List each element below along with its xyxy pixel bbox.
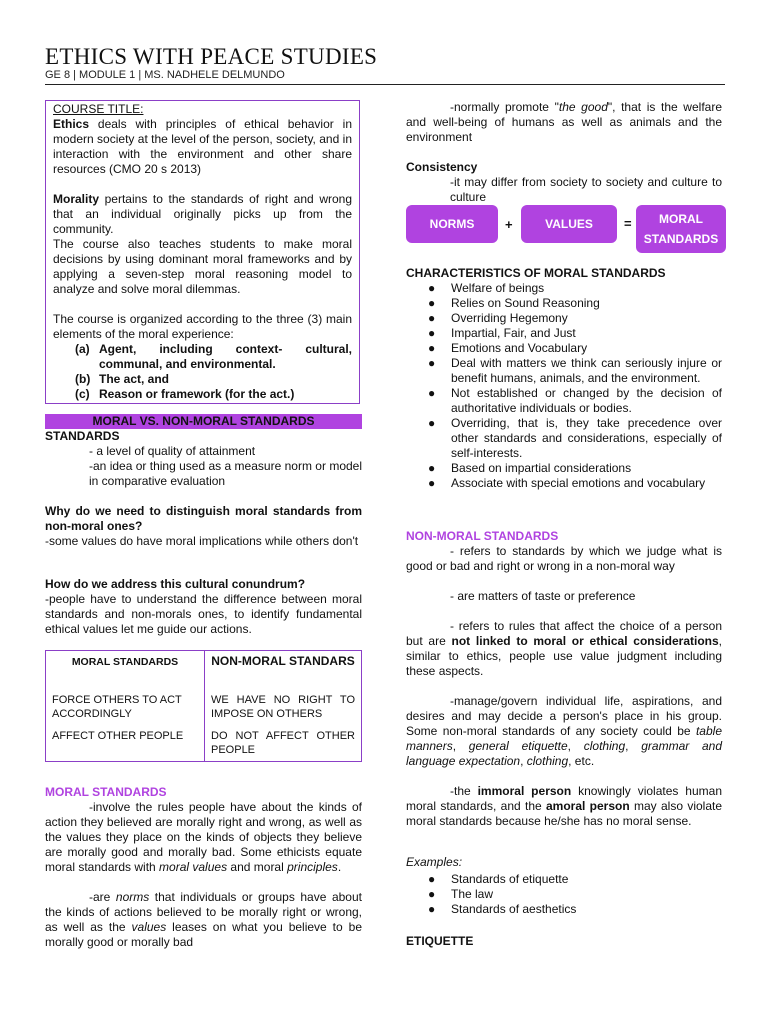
- table-cell: DO NOT AFFECT OTHER PEOPLE: [205, 729, 362, 762]
- elements-list: [53, 342, 352, 402]
- list-item: ● Welfare of beings: [428, 281, 545, 295]
- characteristics-section: [406, 266, 722, 491]
- course-organized: The course is organized according to the three (3) main elements of the moral experience:: [53, 312, 352, 341]
- table-header-moral: MORAL STANDARDS: [71, 656, 179, 668]
- moral-standards-p1: -involve the rules people have about the kinds of action they believed are morally right and wrong, as well as the values they place on the kinds of objects they believe are morally good and morally bad. Some ethicists equate moral standards with moral values and moral principles.: [45, 800, 362, 874]
- ethics-definition: [53, 117, 352, 177]
- list-item: ● Associate with special emotions and vocabulary: [428, 476, 706, 490]
- list-item: ● Not established or changed by the decision of authoritative individuals or bodies.: [428, 386, 722, 415]
- table-row: [46, 729, 362, 762]
- table-cell: FORCE OTHERS TO ACT ACCORDINGLY: [52, 694, 182, 720]
- consistency-heading: Consistency: [406, 160, 478, 174]
- nonmoral-p3: - refers to rules that affect the choice of a person but are not linked to moral or ethical considerations, similar to ethics, people use value judgment including these aspects.: [406, 619, 722, 678]
- course-title-box: [45, 100, 360, 404]
- element-item: (b) The act, and: [75, 372, 170, 386]
- how-answer: -people have to understand the difference between moral standards and non-morals ones, to identify fundamental ethical values let me guide our actions.: [45, 592, 362, 636]
- document-title: ETHICS WITH PEACE STUDIES: [45, 44, 378, 69]
- list-item: ● Overriding Hegemony: [428, 311, 568, 325]
- section-bar: MORAL VS. NON-MORAL STANDARDS: [45, 414, 362, 429]
- standards-def-1: - a level of quality of attainment: [89, 444, 256, 458]
- examples-list: [406, 872, 722, 917]
- table-cell: AFFECT OTHER PEOPLE: [52, 730, 184, 742]
- list-item: ● Standards of aesthetics: [428, 902, 577, 916]
- morality-text: pertains to the standards of right and wrong that an individual originally picks up from the community.: [53, 192, 352, 236]
- course-title-label: COURSE TITLE:: [53, 102, 144, 116]
- moral-standards-box: [636, 205, 726, 253]
- course-teaches: The course also teaches students to make moral decisions by using dominant moral frameworks and by applying a seven-step moral reasoning model to analyze and solve moral dilemmas.: [53, 237, 352, 296]
- morality-definition: [53, 192, 352, 237]
- moral-standards-section: [45, 785, 362, 950]
- plus-sign: +: [505, 217, 513, 232]
- nonmoral-p5: -the immoral person knowingly violates human moral standards, and the amoral person may also violate moral standards because he/she has no moral sense.: [406, 784, 723, 828]
- list-item: ● Emotions and Vocabulary: [428, 341, 588, 355]
- examples-label: Examples:: [406, 855, 463, 869]
- list-item: ● Relies on Sound Reasoning: [428, 296, 600, 310]
- standards-label: STANDARDS: [643, 232, 719, 246]
- moral-standards-heading: MORAL STANDARDS: [45, 785, 167, 799]
- morality-term: Morality: [53, 192, 100, 206]
- document-subtitle: GE 8 | MODULE 1 | MS. NADHELE DELMUNDO: [45, 69, 285, 81]
- nonmoral-p1: - refers to standards by which we judge what is good or bad and right or wrong in a non-moral way: [406, 544, 722, 573]
- table-header-row: [46, 651, 362, 694]
- nonmoral-p4: -manage/govern individual life, aspirations, and desires and may decide a person's place in his group. Some non-moral standards of any society could be table manners, general etiquette, clothing, grammar and language expectation, clothing, etc.: [406, 694, 723, 768]
- equals-sign: =: [624, 216, 632, 231]
- list-item: ● Deal with matters we think can seriously injure or benefit humans, animals, and the environment.: [428, 356, 722, 385]
- standards-heading: STANDARDS: [45, 429, 120, 443]
- nonmoral-p2: - are matters of taste or preference: [450, 589, 636, 603]
- how-question: How do we address this cultural conundrum?: [45, 577, 306, 591]
- how-section: [45, 577, 362, 637]
- moral-label: MORAL: [659, 212, 703, 226]
- moral-standards-p2: -are norms that individuals or groups have about the kinds of actions believed to be morally right or wrong, as well as the values leases on what you believe to be morally good or morally bad: [45, 890, 362, 949]
- right-column: [406, 100, 723, 948]
- list-item: ● Impartial, Fair, and Just: [428, 326, 576, 340]
- why-question: Why do we need to distinguish moral standards from non-moral ones?: [45, 504, 362, 533]
- ethics-term: Ethics: [53, 117, 90, 131]
- consistency-section: [406, 160, 722, 205]
- comparison-table: [45, 650, 362, 762]
- list-item: ● The law: [428, 887, 494, 901]
- nonmoral-section: [406, 529, 722, 829]
- etiquette-heading: ETIQUETTE: [406, 934, 474, 948]
- element-item: (a) Agent, including context- cultural, communal, and environmental.: [75, 342, 352, 371]
- ethics-text: deals with principles of ethical behavior in modern society at the level of the person, society, and in interaction with the environment and other share resources (CMO 20 s 2013): [53, 117, 352, 176]
- values-box: VALUES: [521, 205, 617, 243]
- characteristics-heading: CHARACTERISTICS OF MORAL STANDARDS: [406, 266, 666, 280]
- list-item: ● Standards of etiquette: [428, 872, 569, 886]
- header-rule: [45, 84, 725, 85]
- nonmoral-heading: NON-MORAL STANDARDS: [406, 529, 559, 543]
- standards-def-2: -an idea or thing used as a measure norm or model in comparative evaluation: [89, 459, 362, 488]
- table-cell: WE HAVE NO RIGHT TO IMPOSE ON OTHERS: [205, 693, 362, 729]
- etiquette-section: [406, 934, 722, 949]
- list-item: ● Overriding, that is, they take precedence over other standards and considerations, especially of self-interests.: [428, 416, 722, 460]
- standards-section: [45, 429, 362, 489]
- norms-box: NORMS: [406, 205, 498, 243]
- promote-paragraph: -normally promote "the good", that is the welfare and well-being of humans as well as animals and the environment: [406, 100, 722, 144]
- examples-section: [406, 855, 722, 917]
- consistency-text: -it may differ from society to society and culture to culture: [450, 175, 722, 204]
- why-section: [45, 504, 362, 549]
- table-row: [46, 693, 362, 729]
- list-item: ● Based on impartial considerations: [428, 461, 632, 475]
- characteristics-list: [406, 281, 722, 491]
- why-answer: -some values do have moral implications while others don't: [45, 534, 359, 548]
- table-header-nonmoral: NON-MORAL STANDARS: [205, 651, 362, 694]
- element-item: (c) Reason or framework (for the act.): [75, 387, 295, 401]
